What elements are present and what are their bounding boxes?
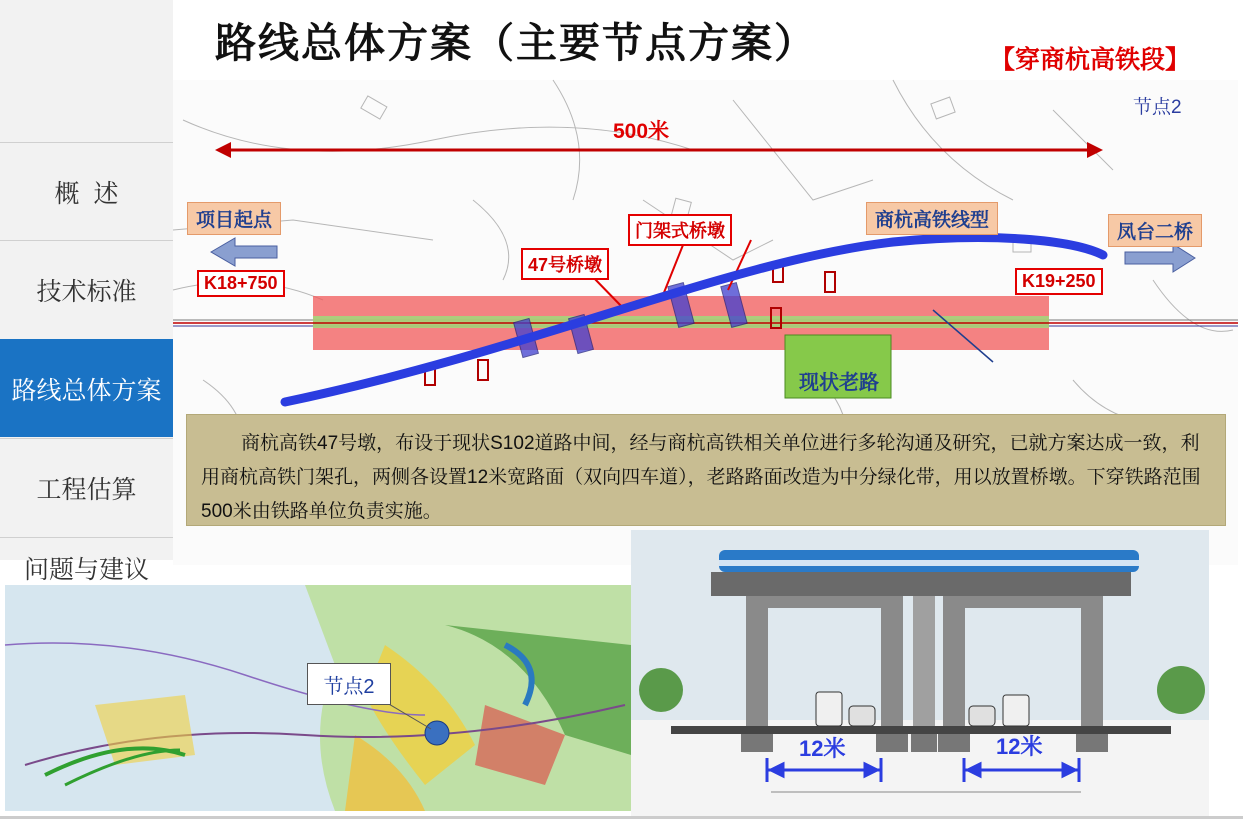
sidebar-nav xyxy=(0,0,173,584)
start-chainage: K18+750 xyxy=(197,270,285,297)
end-arrow-icon xyxy=(1125,244,1195,272)
sidebar-item-technical-standards[interactable] xyxy=(0,240,173,338)
left-width-label: 12米 xyxy=(799,736,846,761)
sidebar-item-label: 问题与建议 xyxy=(23,556,149,584)
sidebar-item-label: 技术标准 xyxy=(36,277,137,306)
description-note: 商杭高铁47号墩，布设于现状S102道路中间，经与商杭高铁相关单位进行多轮沟通及研究，已就方案达成一致，利用商杭高铁门架孔，两侧各设置12米宽路面（双向四车道），老路路面改造为中分绿化带，用以放置桥墩。下穿铁路范围500米由铁路单位负责实施。 xyxy=(186,414,1226,526)
sidebar-item-route-plan[interactable] xyxy=(0,339,173,437)
start-label: 项目起点 xyxy=(187,202,281,235)
page-subtitle: 【穿商杭高铁段】 xyxy=(990,46,1191,74)
sidebar-item-label: 概 述 xyxy=(54,179,119,208)
end-label: 凤台二桥 xyxy=(1108,214,1202,247)
plan-map xyxy=(5,585,631,811)
node-label: 节点2 xyxy=(1133,97,1182,118)
pier-47-label: 47号桥墩 xyxy=(521,248,609,280)
sidebar-item-issues[interactable] xyxy=(0,537,173,584)
distance-label: 500米 xyxy=(613,120,670,143)
plan-node-label: 节点2 xyxy=(307,663,391,705)
sidebar-item-label: 路线总体方案 xyxy=(11,376,162,405)
sidebar-item-overview[interactable] xyxy=(0,142,173,240)
old-road-label: 现状老路 xyxy=(799,372,879,394)
gantry-pier-label: 门架式桥墩 xyxy=(628,214,732,246)
bottom-divider xyxy=(0,816,1243,819)
sidebar-item-label: 工程估算 xyxy=(36,475,137,504)
end-chainage: K19+250 xyxy=(1015,268,1103,295)
start-arrow-icon xyxy=(211,238,277,266)
cross-section xyxy=(631,530,1209,816)
sidebar-item-cost-estimate[interactable] xyxy=(0,438,173,536)
right-width-label: 12米 xyxy=(996,734,1043,759)
railway-alignment-label: 商杭高铁线型 xyxy=(866,202,998,235)
page-title: 路线总体方案（主要节点方案） xyxy=(215,20,817,66)
cross-section-drawing xyxy=(631,530,1209,816)
